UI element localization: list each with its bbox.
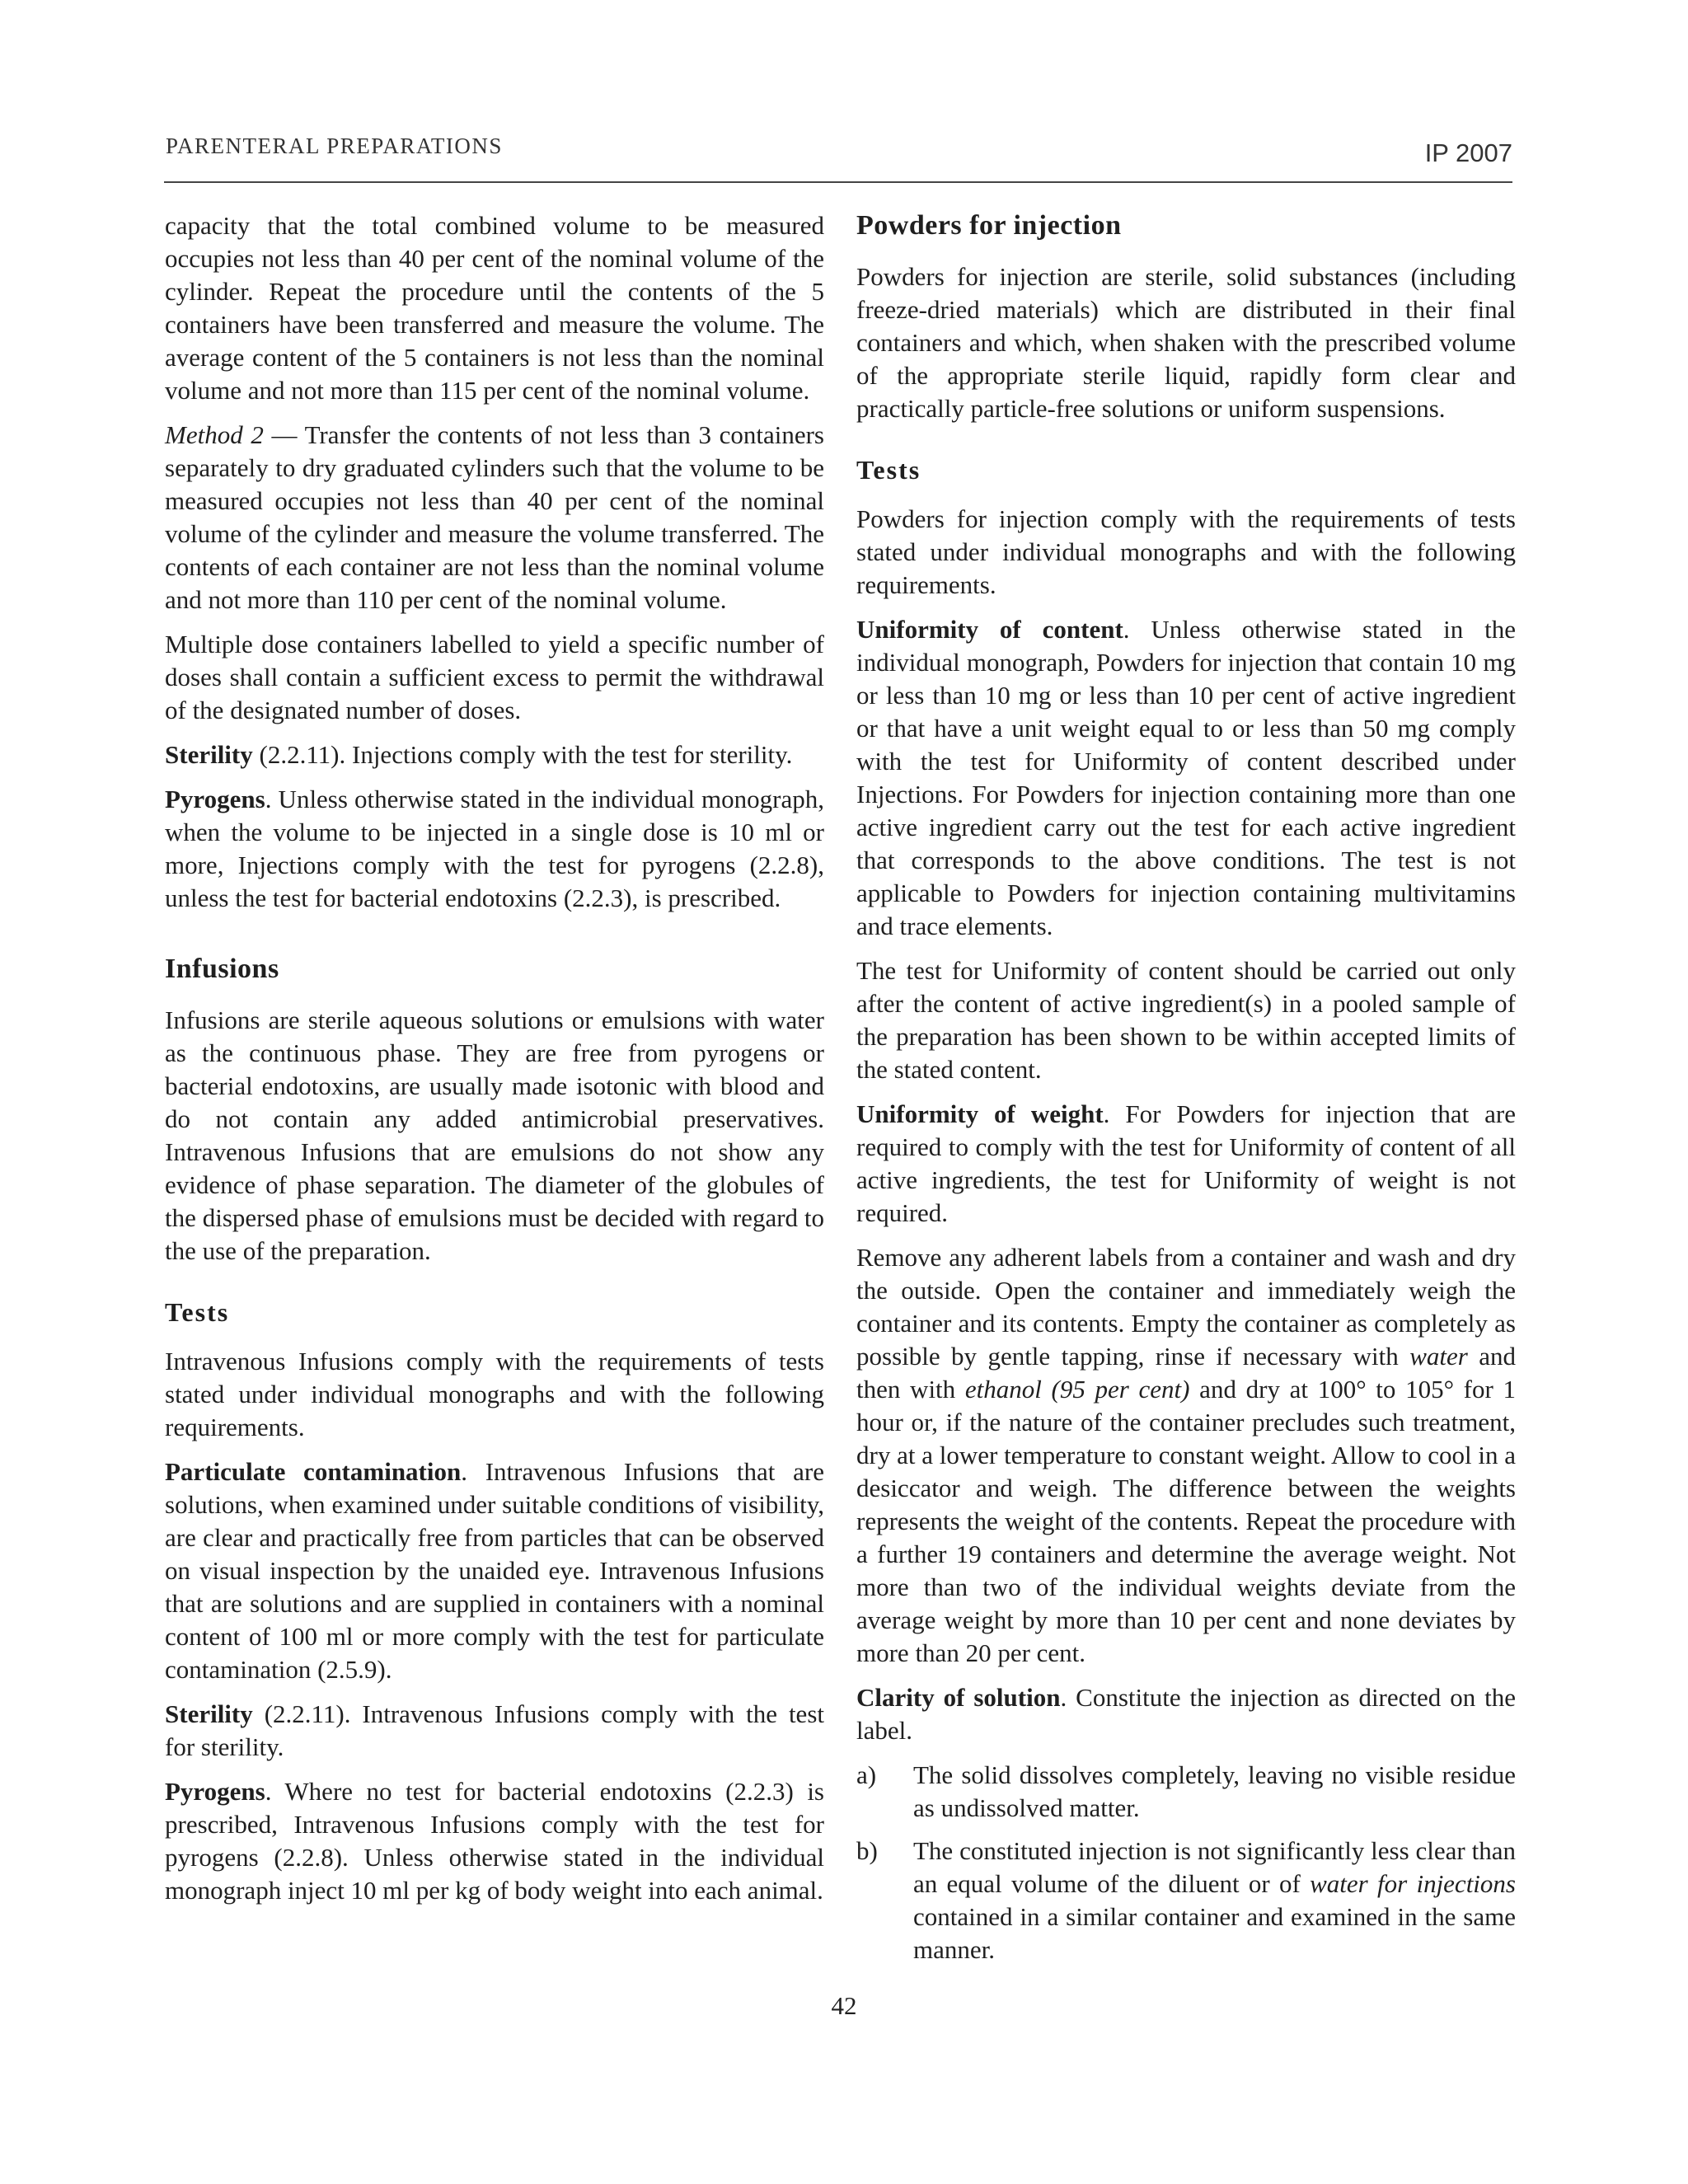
paragraph-pyrogens: [165, 783, 824, 915]
weighing-text-1: Remove any adherent labels from a container and wash and dry the outside. Open the container and immediately weigh the container and its contents. Empty the container as completely as possible by gentle tapping, rinse if necessary with: [856, 1243, 1516, 1371]
list-item-b-text-2: contained in a similar container and examined in the same manner.: [913, 1902, 1516, 1964]
heading-tests-powders: Tests: [856, 455, 921, 485]
list-item-b: [856, 1835, 1516, 1966]
list-item-b-text-1: The constituted injection is not significantly less clear than an equal volume of the diluent or of: [913, 1836, 1516, 1898]
pyrogens-text: . Unless otherwise stated in the individual monograph, when the volume to be injected in a single dose is 10 ml or more, Injections comply with the test for pyrogens (2.2.8), unless the test for bacterial endotoxins (2.2.3), is prescribed.: [165, 785, 824, 912]
sterility-text: (2.2.11). Injections comply with the test for sterility.: [252, 740, 793, 769]
paragraph-pyrogens-infusions: [165, 1775, 824, 1907]
section-title: PARENTERAL PREPARATIONS: [166, 134, 503, 158]
method-2-text: — Transfer the contents of not less than 3 containers separately to dry graduated cylinders such that the volume to be measured occupies not less than 40 per cent of the nominal volume of the cylinder and measure the volume transferred. The contents of each container are not less than the nominal volume and not more than 110 per cent of the nominal volume.: [165, 420, 824, 614]
paragraph-clarity: [856, 1681, 1516, 1747]
list-item-a-label: a): [856, 1760, 877, 1789]
water-term: water: [1409, 1342, 1468, 1371]
weighing-text-3: and dry at 100° to 105° for 1 hour or, if the nature of the container precludes such treatment, dry at a lower temperature to constant weight. Allow to cool in a desiccator and weigh. The difference between the weights represents the weight of the contents. Repeat the procedure with a further 19 containers and determine the average weight. Not more than two of the individual weights deviate from the average weight by more than 10 per cent and none deviates by more than 20 per cent.: [856, 1375, 1516, 1667]
paragraph-weighing-procedure: [856, 1241, 1516, 1670]
paragraph-tests-infusions: Intravenous Infusions comply with the requirements of tests stated under individual monographs and with the following requirements.: [165, 1347, 824, 1441]
list-item-a-text: The solid dissolves completely, leaving no visible residue as undissolved matter.: [913, 1760, 1516, 1822]
paragraph-sterility: [165, 738, 824, 771]
uniformity-of-content-text: . Unless otherwise stated in the individual monograph, Powders for injection that contain 10 mg or less than 10 mg or less than 10 per cent of active ingredient or that have a unit weight equal to or less than 50 mg comply with the test for Uniformity of content described under Injections. For Powders for injection containing more than one active ingredient carry out the test for each active ingredient that corresponds to the above conditions. The test is not applicable to Powders for injection containing multivitamins and trace elements.: [856, 615, 1516, 940]
uniformity-of-weight-text: . For Powders for injection that are required to comply with the test for Uniformity of content of all active ingredients, the test for Uniformity of weight is not required.: [856, 1099, 1517, 1227]
paragraph-capacity: capacity that the total combined volume to be measured occupies not less than 40 per cent of the nominal volume of the cylinder. Repeat the procedure until the contents of the 5 containers have been transferred and measure the volume. The average content of the 5 containers is not less than the nominal volume and not more than 115 per cent of the nominal volume.: [165, 211, 824, 405]
page-number: 42: [831, 1991, 857, 2020]
clarity-text: . Constitute the injection as directed on the label.: [856, 1683, 1516, 1745]
paragraph-sterility-infusions: [165, 1698, 824, 1764]
paragraph-uniformity-of-weight: [856, 1098, 1516, 1230]
paragraph-particulate: [165, 1455, 824, 1686]
sterility-label: Sterility: [165, 740, 253, 769]
paragraph-method-2: [165, 419, 824, 616]
paragraph-powders: Powders for injection are sterile, solid substances (including freeze-dried materials) which are distributed in their final containers and which, when shaken with the prescribed volume of the appropriate sterile liquid, rapidly form clear and practically particle-free solutions or uniform suspensions.: [856, 262, 1516, 423]
heading-tests-infusions: Tests: [165, 1297, 230, 1327]
sterility-infusions-label: Sterility: [165, 1699, 253, 1728]
paragraph-infusions: Infusions are sterile aqueous solutions or emulsions with water as the continuous phase. They are free from pyrogens or bacterial endotoxins, are usually made isotonic with blood and do not contain any added antimicrobial preservatives. Intravenous Infusions that are emulsions do not show any evidence of phase separation. The diameter of the globules of the dispersed phase of emulsions must be decided with regard to the use of the preparation.: [165, 1005, 824, 1265]
particulate-label: Particulate contamination: [165, 1457, 462, 1486]
paragraph-tests-powders: Powders for injection comply with the requirements of tests stated under individual monographs and with the following requirements.: [856, 504, 1516, 599]
uniformity-of-content-label: Uniformity of content: [856, 615, 1123, 644]
heading-powders-for-injection: Powders for injection: [856, 210, 1122, 241]
paragraph-multiple-dose: Multiple dose containers labelled to yield a specific number of doses shall contain a sufficient excess to permit the withdrawal of the designated number of doses.: [165, 630, 824, 724]
weighing-text-2: and then with: [856, 1342, 1517, 1404]
sterility-infusions-text: (2.2.11). Intravenous Infusions comply with the test for sterility.: [165, 1699, 824, 1761]
running-header: [164, 124, 1512, 183]
heading-infusions: Infusions: [165, 954, 279, 984]
list-item-a: [856, 1759, 1516, 1825]
paragraph-uniformity-of-content: [856, 613, 1516, 943]
paragraph-uniformity-note: The test for Uniformity of content should be carried out only after the content of active ingredient(s) in a pooled sample of the preparation has been shown to be within accepted limits of the stated content.: [856, 956, 1516, 1084]
uniformity-of-weight-label: Uniformity of weight: [856, 1099, 1104, 1128]
list-item-b-label: b): [856, 1836, 878, 1865]
method-2-label: Method 2: [165, 420, 264, 449]
right-column: [856, 209, 1516, 1976]
left-column: [165, 209, 824, 1919]
ethanol-term: ethanol (95 per cent): [964, 1375, 1190, 1404]
water-for-injections-term: water for injections: [1310, 1869, 1516, 1898]
clarity-label: Clarity of solution: [856, 1683, 1061, 1712]
edition-label: IP 2007: [1424, 138, 1512, 167]
pyrogens-infusions-text: . Where no test for bacterial endotoxins (2.2.3) is prescribed, Intravenous Infusions comply with the test for pyrogens (2.2.8). Unless otherwise stated in the individual monograph inject 10 ml per kg of body weight into each animal.: [165, 1777, 824, 1905]
pyrogens-label: Pyrogens: [165, 785, 265, 813]
particulate-text: . Intravenous Infusions that are solutions, when examined under suitable conditions of visibility, are clear and practically free from particles that can be observed on visual inspection by the unaided eye. Intravenous Infusions that are solutions and are supplied in containers with a nominal content of 100 ml or more comply with the test for particulate contamination (2.5.9).: [165, 1457, 824, 1684]
pyrogens-infusions-label: Pyrogens: [165, 1777, 265, 1806]
